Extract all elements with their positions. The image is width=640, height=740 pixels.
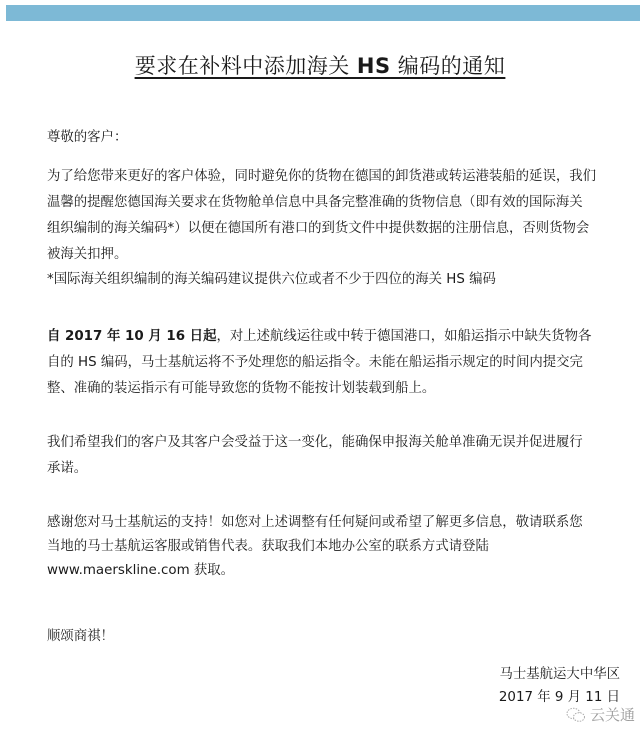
watermark [566, 704, 635, 725]
title-suffix: 编码的通知 [390, 54, 506, 78]
paragraph-line: 感谢您对马士基航运的支持！如您对上述调整有任何疑问或希望了解更多信息，敬请联系您 [47, 515, 583, 530]
paragraph-line: 我们希望我们的客户及其客户会受益于这一变化，能确保申报海关舱单准确无误并促进履行 [47, 435, 583, 450]
paragraph-line: 组织编制的海关编码*）以便在德国所有港口的到货文件中提供数据的注册信息，否则货物会 [47, 221, 590, 236]
website-link[interactable]: www.maerskline.com [47, 563, 190, 578]
paragraph-line: 整、准确的装运指示有可能导致您的货物不能按计划装载到船上。 [47, 381, 436, 396]
header-accent-bar [6, 5, 640, 21]
effective-date: 自 2017 年 10 月 16 日起 [47, 329, 217, 344]
title-prefix: 要求在补料中添加海关 [134, 54, 357, 78]
closing: 顺颂商祺！ [47, 629, 114, 644]
document-title [0, 50, 640, 80]
paragraph-line [47, 325, 591, 348]
signature-date: 2017 年 9 月 11 日 [498, 690, 620, 705]
greeting: 尊敬的客户： [47, 130, 128, 145]
title-hs: HS [356, 54, 391, 78]
paragraph-text: ，对上述航线运往或中转于德国港口，如船运指示中缺失货物各 [216, 329, 592, 344]
signature-org: 马士基航运大中华区 [499, 667, 620, 682]
paragraph-line: 温馨的提醒您德国海关要求在货物舱单信息中具备完整准确的货物信息（即有效的国际海关 [47, 195, 583, 210]
watermark-label: 云关通 [590, 706, 636, 724]
paragraph-text: 获取。 [189, 563, 235, 578]
paragraph-line: 被海关扣押。 [47, 247, 128, 262]
paragraph-line: 为了给您带来更好的客户体验，同时避免你的货物在德国的卸货港或转运港装船的延误，我们 [47, 169, 597, 184]
footnote: *国际海关组织编制的海关编码建议提供六位或者不少于四位的海关 HS 编码 [47, 272, 496, 287]
paragraph-line: 自的 HS 编码，马士基航运将不予处理您的船运指令。未能在船运指示规定的时间内提交完 [47, 355, 583, 370]
wechat-icon [566, 707, 586, 723]
paragraph-line: 当地的马士基航运客服或销售代表。获取我们本地办公室的联系方式请登陆 [47, 539, 489, 554]
paragraph-line [47, 559, 234, 582]
paragraph-line: 承诺。 [47, 461, 88, 476]
